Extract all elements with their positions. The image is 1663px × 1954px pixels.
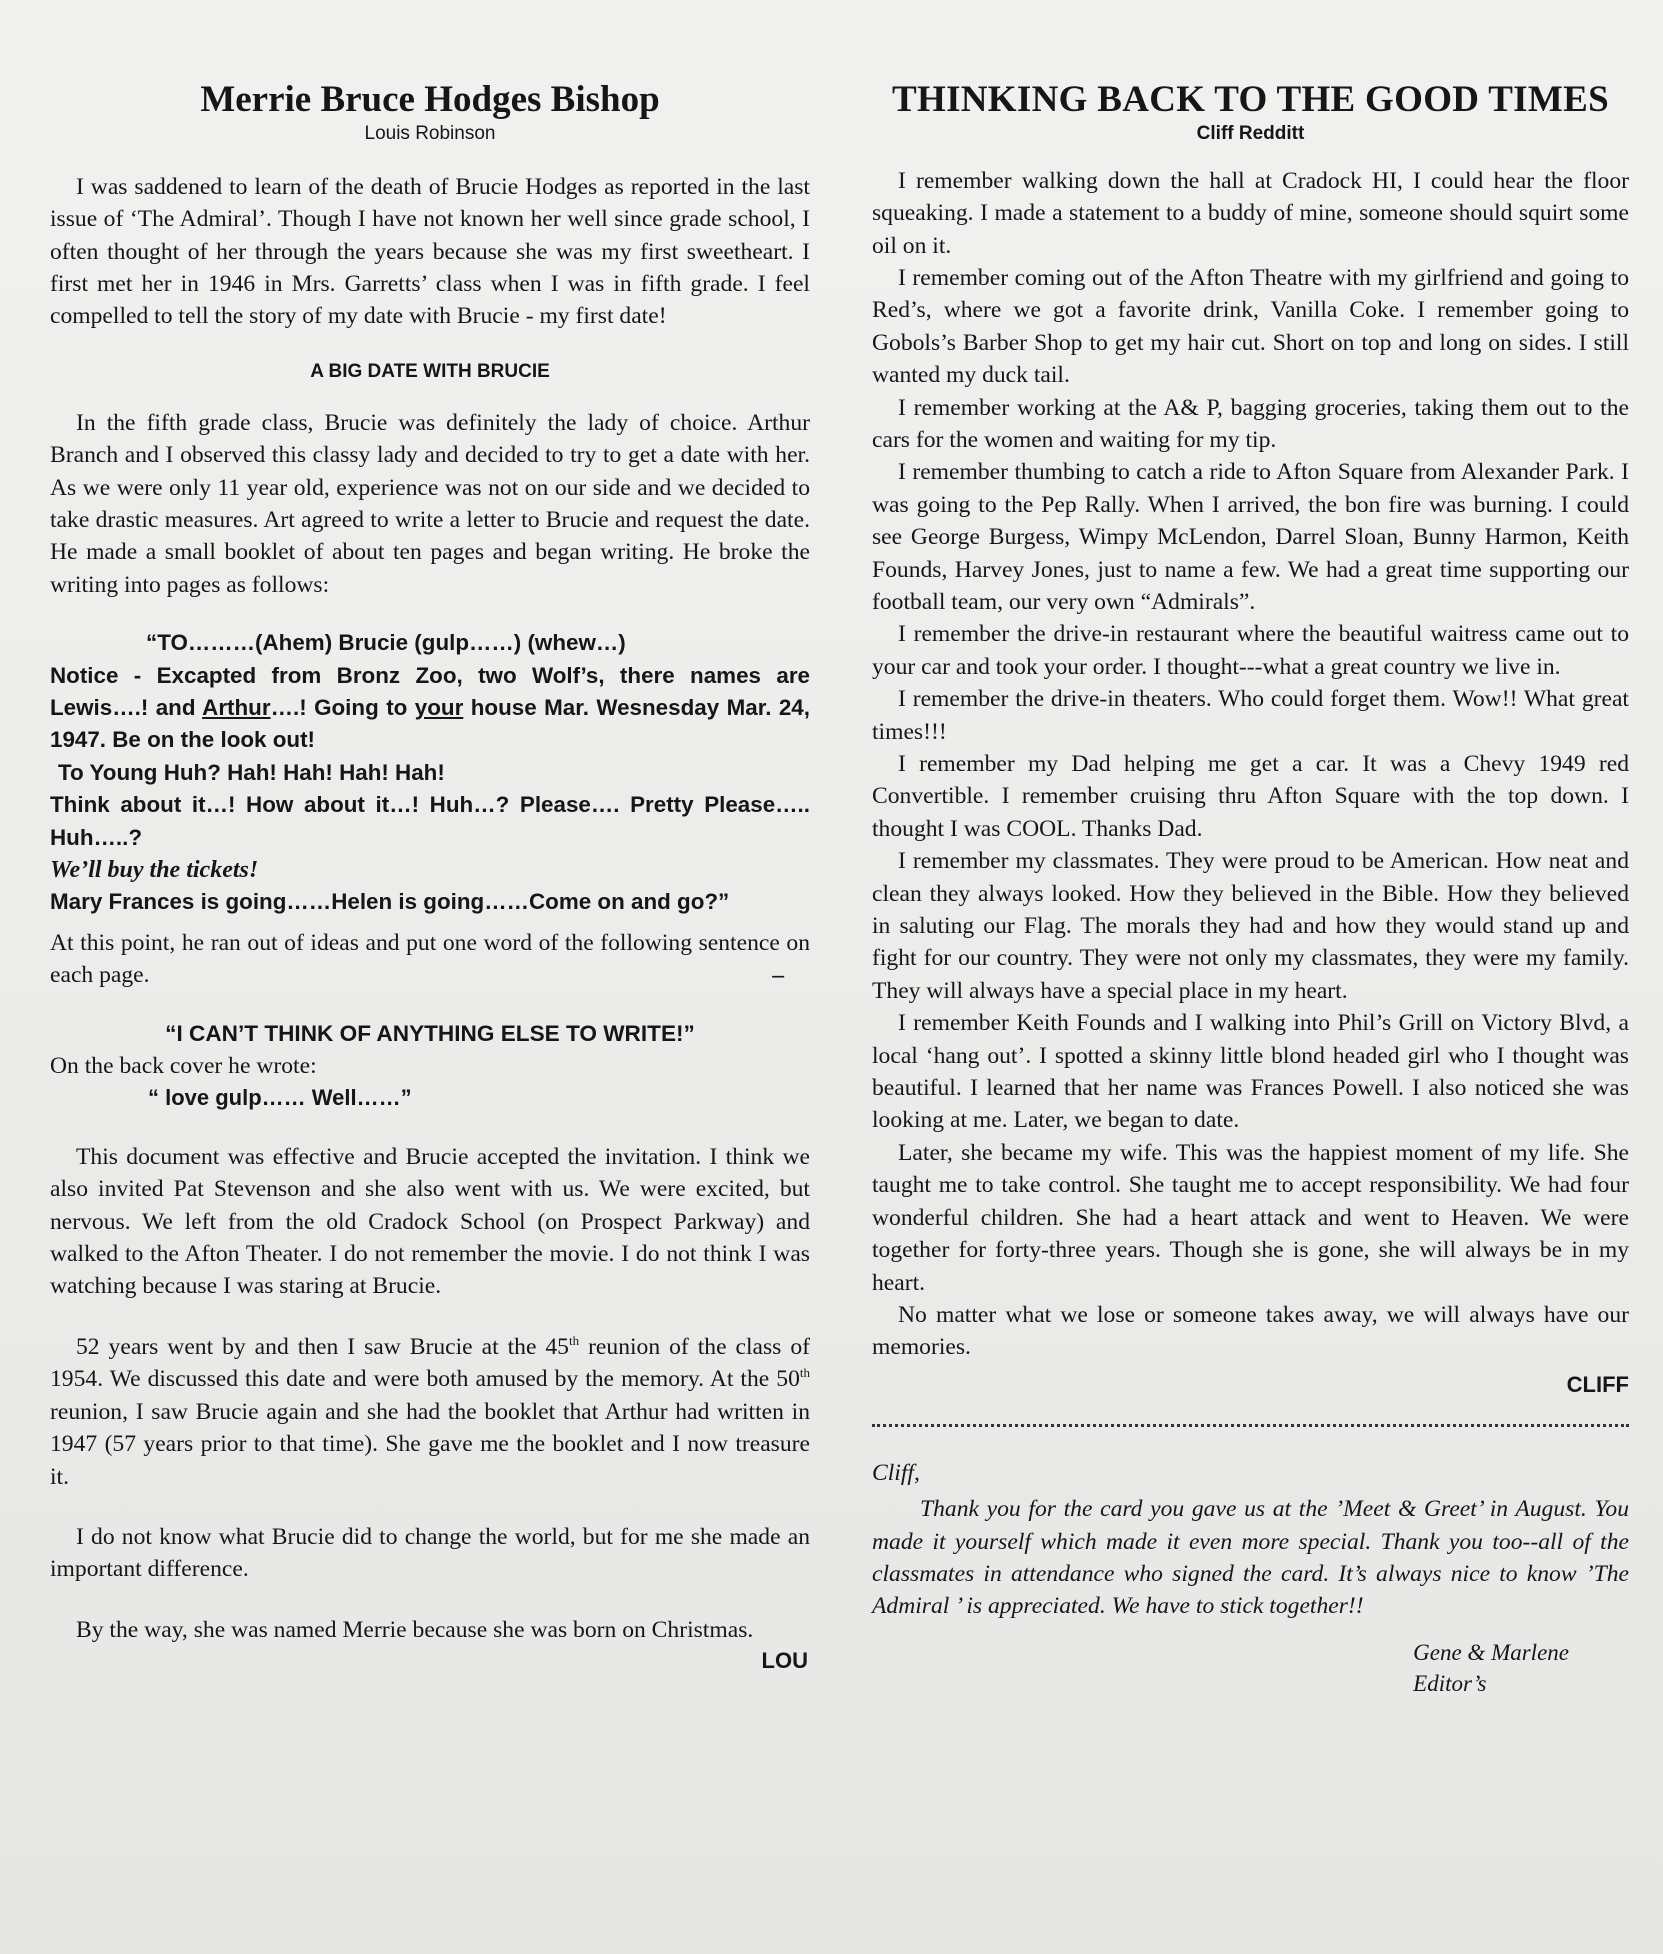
note-salutation: Cliff, [872,1459,920,1486]
letter-line-5: We’ll buy the tickets! [50,857,259,883]
right-paragraph: I remember Keith Founds and I walking into Phil’s Grill on Victory Blvd, a local ‘hang out’. I spotted a skinny little blond headed girl who I thought was beautiful. I learned that her name was Frances Powell. I also noticed she was looking at me. Later, we began to date. [872,1010,1629,1134]
editors-note [872,1457,1629,1699]
right-paragraph: I remember my classmates. They were proud to be American. How neat and clean they always looked. How they believed in the Bible. How they believed in saluting our Flag. The morals they had and how they would stand up and fight for our country. They were not only my classmates, they were my family. They will always have a special place in my heart. [872,848,1629,1004]
letter-line-3: To Young Huh? Hah! Hah! Hah! Hah! [58,759,445,785]
left-signature: LOU [761,1648,808,1674]
letter-line-2-c: house Mar. Wesnesday Mar. 24, 1947. Be on the look out! [50,694,810,753]
letter-line-2-your: your [414,694,464,720]
love-gulp-line: “ love gulp…… Well……” [148,1085,412,1111]
dotted-divider [872,1418,1629,1427]
left-paragraph-6: By the way, she was named Merrie because she was born on Christmas. [76,1616,754,1643]
left-paragraph-2 [50,927,810,992]
editors-title: Editor’s [1413,1670,1487,1696]
left-intro-paragraph: I was saddened to learn of the death of Brucie Hodges as reported in the last issue of ‘The Admiral’. Though I have not known her well since grade school, I often thought of her through the years because she was my first sweetheart. I first met her in 1946 in Mrs. Garretts’ class when I was in fifth grade. I feel compelled to tell the story of my date with Brucie - my first date! [50,173,810,330]
left-article-byline: Louis Robinson [364,122,496,144]
right-paragraph: I remember my Dad helping me get a car. It was a Chevy 1949 red Convertible. I remember cruising thru Afton Square with the top down. I thought I was COOL. Thanks Dad. [872,751,1629,842]
back-cover-line: On the back cover he wrote: [50,1053,317,1080]
p4-sup-2: th [799,1365,810,1381]
section-heading: A BIG DATE WITH BRUCIE [310,360,550,382]
right-paragraph: I remember the drive-in theaters. Who could forget them. Wow!! What great times!!! [872,686,1629,745]
right-paragraph: Later, she became my wife. This was the happiest moment of my life. She taught me to take control. She taught me to accept responsibility. We had four wonderful children. She had a heart attack and went to Heaven. We were together for forty-three years. Though she is gone, she will always be in my heart. [872,1139,1629,1296]
left-paragraph-1: In the fifth grade class, Brucie was definitely the lady of choice. Arthur Branch and I observed this classy lady and decided to try to get a date with her. As we were only 11 year old, experience was not on our side and we decided to take drastic measures. Art agreed to write a letter to Brucie and request the date. He made a small booklet of about ten pages and began writing. He broke the writing into pages as follows: [50,409,810,598]
left-paragraph-4 [50,1331,810,1493]
p4-sup-1: th [568,1333,580,1349]
right-signature: CLIFF [1566,1371,1629,1397]
editors-signature [872,1637,1629,1699]
p4-c: reunion, I saw Brucie again and she had the booklet that Arthur had written in 1947 (57 years prior to that time). She gave me the booklet and I now treasure it. [50,1398,810,1490]
letter-line-2-b: ….! Going to [270,694,415,720]
letter-line-2-arthur: Arthur [202,694,271,720]
right-paragraph: I remember thumbing to catch a ride to Afton Square from Alexander Park. I was going to the Pep Rally. When I arrived, the bon fire was burning. I could see George Burgess, Wimpy McLendon, Darrel Sloan, Bunny Harmon, Keith Founds, Harvey Jones, just to name a few. We had a great time supporting our football team, our very own “Admirals”. [872,459,1629,615]
right-paragraph: I remember walking down the hall at Cradock HI, I could hear the floor squeaking. I made a statement to a buddy of mine, someone should squirt some oil on it. [872,167,1629,259]
booklet-letter [50,627,810,919]
right-article-byline: Cliff Redditt [1196,122,1305,144]
left-article [50,80,810,1674]
letter-line-2 [50,660,810,757]
right-article-title: THINKING BACK TO THE GOOD TIMES [892,79,1609,120]
letter-line-4: Think about it…! How about it…! Huh…? Please…. Pretty Please….. Huh…..? [50,792,810,850]
right-paragraph: I remember the drive-in restaurant where the beautiful waitress came out to your car and took your order. I thought---what a great country we live in. [872,621,1629,680]
letter-line-1: “TO………(Ahem) Brucie (gulp……) (whew…) [146,630,626,656]
left-paragraph-2-dash: – [772,962,784,989]
right-article [872,80,1629,1699]
letter-line-6: Mary Frances is going……Helen is going……Come on and go?” [50,889,730,915]
left-article-title: Merrie Bruce Hodges Bishop [200,79,660,120]
cant-think-line: “I CAN’T THINK OF ANYTHING ELSE TO WRITE!” [165,1020,695,1046]
note-body: Thank you for the card you gave us at the ’Meet & Greet’ in August. You made it yourself which made it even more special. Thank you too--all of the classmates in attendance who signed the card. It’s always nice to know ’The Admiral ’ is appreciated. We have to stick together!! [872,1496,1629,1620]
left-paragraph-2-text: At this point, he ran out of ideas and put one word of the following sentence on each page. [50,929,810,989]
right-paragraph: I remember working at the A& P, bagging groceries, taking them out to the cars for the women and waiting for my tip. [872,394,1629,453]
right-paragraph: No matter what we lose or someone takes away, we will always have our memories. [872,1301,1629,1361]
p4-b: reunion of the class of 1954. We discussed this date and were both amused by the memory. At the 50 [50,1333,810,1393]
letter-line-2-a: Notice - Excapted from Bronz Zoo, two Wolf’s, there names are Lewis….! and [50,662,810,720]
left-paragraph-5: I do not know what Brucie did to change the world, but for me she made an important difference. [50,1523,810,1583]
p4-a: 52 years went by and then I saw Brucie at the 45 [76,1333,569,1360]
left-paragraph-3: This document was effective and Brucie accepted the invitation. I think we also invited Pat Stevenson and she also went with us. We were excited, but nervous. We left from the old Cradock School (on Prospect Parkway) and walked to the Afton Theater. I do not remember the movie. I do not think I was watching because I was staring at Brucie. [50,1143,810,1300]
editors-names: Gene & Marlene [1413,1639,1569,1665]
right-paragraph: I remember coming out of the Afton Theatre with my girlfriend and going to Red’s, where we got a favorite drink, Vanilla Coke. I remember going to Gobols’s Barber Shop to get my hair cut. Short on top and long on sides. I still wanted my duck tail. [872,264,1629,389]
